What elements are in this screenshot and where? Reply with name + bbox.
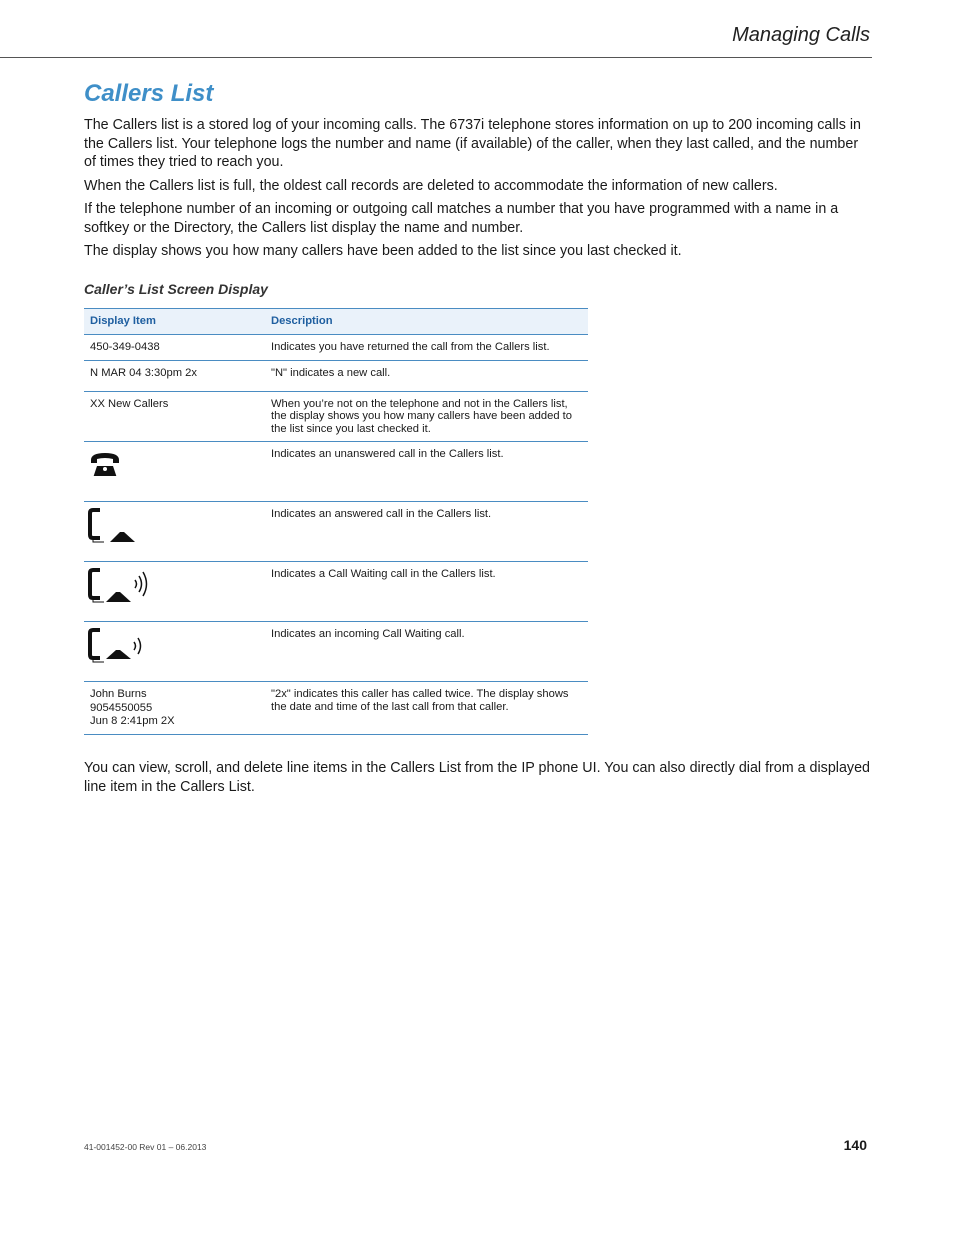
table-row <box>84 562 588 622</box>
table-header-row <box>84 309 588 335</box>
display-item-cell <box>84 682 265 735</box>
table-row <box>84 442 588 502</box>
description-cell: "2x" indicates this caller has called twice. The display shows the date and time of the last call from that caller. <box>265 682 588 735</box>
header-description: Description <box>265 309 588 335</box>
description-cell: Indicates an unanswered call in the Callers list. <box>265 442 588 502</box>
display-item-cell <box>84 502 265 562</box>
page-number: 140 <box>843 1137 867 1153</box>
display-item-cell <box>84 442 265 502</box>
table-row <box>84 622 588 682</box>
closing-paragraph: You can view, scroll, and delete line items in the Callers List from the IP phone UI. You can also directly dial from a displayed line item in the Callers List. <box>84 760 870 795</box>
table-caption: Caller’s List Screen Display <box>84 281 268 297</box>
display-item-cell <box>84 622 265 682</box>
incoming-call-waiting-icon <box>88 626 261 666</box>
unanswered-call-icon <box>88 446 261 476</box>
display-item-cell <box>84 562 265 622</box>
description-cell: "N" indicates a new call. <box>265 360 588 391</box>
display-count-paragraph: The display shows you how many callers have been added to the list since you last checked it. <box>84 243 682 259</box>
description-cell: Indicates an incoming Call Waiting call. <box>265 622 588 682</box>
table-row <box>84 502 588 562</box>
description-cell: Indicates an answered call in the Callers list. <box>265 502 588 562</box>
answered-call-icon <box>88 506 261 546</box>
caller-name: John Burns <box>90 688 147 701</box>
caller-number: 9054550055 <box>90 701 153 714</box>
display-item-cell: N MAR 04 3:30pm 2x <box>84 360 265 391</box>
header-divider <box>0 57 872 58</box>
header-display-item: Display Item <box>84 309 265 335</box>
name-match-paragraph: If the telephone number of an incoming or outgoing call matches a number that you have programmed with a name in a softkey or the Directory, the Callers list display the name and number. <box>84 201 839 236</box>
call-waiting-call-icon <box>88 566 261 606</box>
section-header-title: Managing Calls <box>732 24 870 46</box>
table-row <box>84 682 588 735</box>
display-item-cell: XX New Callers <box>84 391 265 442</box>
full-list-paragraph: When the Callers list is full, the oldest call records are deleted to accommodate the information of new callers. <box>84 178 778 194</box>
intro-paragraph: The Callers list is a stored log of your incoming calls. The 6737i telephone stores information on up to 200 incoming calls in the Callers list. Your telephone logs the number and name (if available) of the caller, when they last called, and the number of times they tried to reach you. <box>84 117 861 170</box>
table-row <box>84 391 588 442</box>
caller-datetime: Jun 8 2:41pm 2X <box>90 715 175 728</box>
page-title: Callers List <box>84 80 214 107</box>
callers-display-table <box>84 308 588 735</box>
display-item-cell: 450-349-0438 <box>84 335 265 361</box>
footer-doc-id: 41-001452-00 Rev 01 – 06.2013 <box>84 1142 207 1152</box>
description-cell: Indicates a Call Waiting call in the Callers list. <box>265 562 588 622</box>
table-row <box>84 335 588 361</box>
table-row <box>84 360 588 391</box>
description-cell: When you’re not on the telephone and not in the Callers list, the display shows you how many callers have been added to the list since you last checked it. <box>265 391 588 442</box>
description-cell: Indicates you have returned the call from the Callers list. <box>265 335 588 361</box>
